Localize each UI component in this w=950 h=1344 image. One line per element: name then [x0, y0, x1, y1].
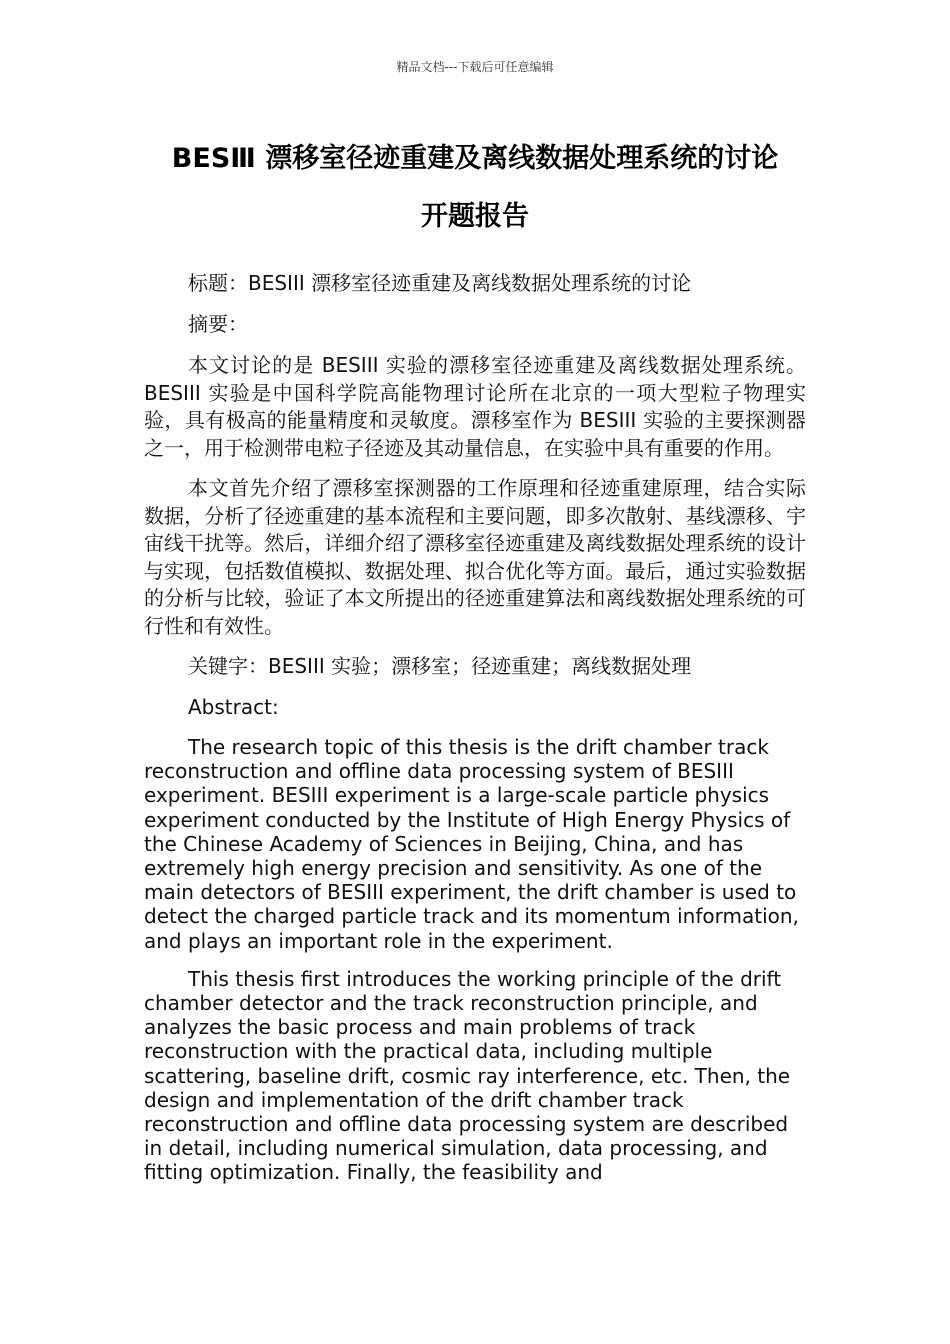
cn-paragraph: 本文讨论的是 BESIII 实验的漂移室径迹重建及离线数据处理系统。BESIII 实验是中国科学院高能物理讨论所在北京的一项大型粒子物理实验，具有极高的能量精度和灵敏度。漂移室作为 BESIII 实验的主要探测器之一，用于检测带电粒子径迹及其动量信息，在实验中具有重要的作用。 [144, 353, 806, 460]
document-title [120, 130, 830, 246]
en-paragraph: The research topic of this thesis is the drift chamber track reconstruction and offline data processing system of BESIII experiment. BESIII experiment is a large-scale particle physics experiment conducted by the Institute of High Energy Physics of the Chinese Academy of Sciences in Beijing, China, and has extremely high energy precision and sensitivity. As one of the main detectors of BESIII experiment, the drift chamber is used to detect the charged particle track and its momentum information, and plays an important role in the experiment. [144, 735, 799, 953]
en-paragraph: This thesis first introduces the working principle of the drift chamber detector and the track reconstruction principle, and analyzes the basic process and main problems of track reconstruction with the practical data, including multiple scattering, baseline drift, cosmic ray interference, etc. Then, the design and implementation of the drift chamber track reconstruction and offline data processing system are described in detail, including numerical simulation, data processing, and fitting optimization. Finally, the feasibility and [144, 966, 791, 1185]
abstract-en-heading: Abstract: [188, 695, 279, 719]
cn-paragraph: 本文首先介绍了漂移室探测器的工作原理和径迹重建原理，结合实际数据，分析了径迹重建的基本流程和主要问题，即多次散射、基线漂移、宇宙线干扰等。然后，详细介绍了漂移室径迹重建及离线数据处理系统的设计与实现，包括数值模拟、数据处理、拟合优化等方面。最后，通过实验数据的分析与比较，验证了本文所提出的径迹重建算法和离线数据处理系统的可行性和有效性。 [144, 476, 806, 638]
title-label-line: 标题：BESIII 漂移室径迹重建及离线数据处理系统的讨论 [188, 271, 692, 295]
document-body [144, 270, 806, 1199]
keywords-line: 关键字：BESIII 实验；漂移室；径迹重建；离线数据处理 [188, 654, 692, 678]
header-note: 精品文档---下载后可任意编辑 [396, 60, 554, 74]
title-line-1: BESⅢ 漂移室径迹重建及离线数据处理系统的讨论 [171, 143, 779, 174]
abstract-cn-heading: 摘要： [188, 312, 248, 336]
title-line-2: 开题报告 [421, 201, 529, 232]
